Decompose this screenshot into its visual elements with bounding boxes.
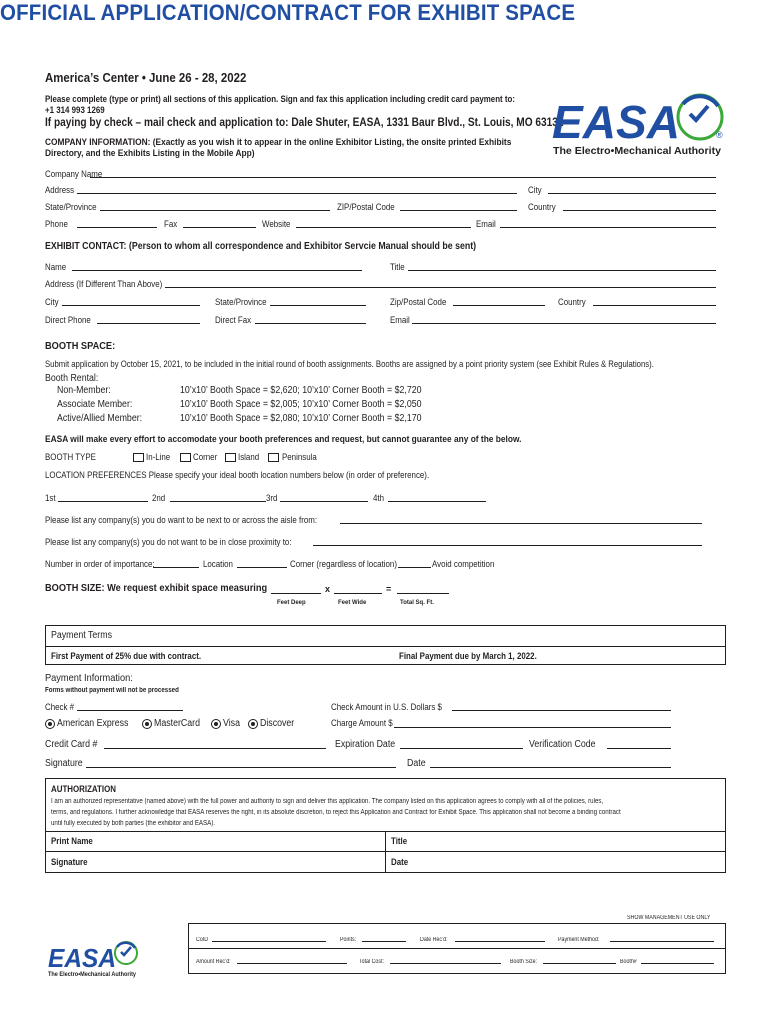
pref-2-label: 2nd — [152, 493, 166, 503]
date-field[interactable] — [430, 767, 671, 768]
next-to-label: Please list any company(s) you do want to be next to or across the aisle from: — [45, 515, 318, 525]
email-label: Email — [476, 219, 496, 229]
date-recd-label: Date Rec’d: — [420, 937, 448, 943]
phone-label: Phone — [45, 219, 68, 229]
direct-fax-field[interactable] — [255, 323, 366, 324]
contact-title-field[interactable] — [408, 270, 716, 271]
email-field[interactable] — [500, 227, 716, 228]
coid-field[interactable] — [212, 941, 326, 942]
contact-state-label: State/Province — [215, 297, 267, 307]
instructions: Please complete (type or print) all sections of this application. Sign and fax this application including credit card payment to: — [45, 94, 516, 104]
booth-number-field[interactable] — [641, 963, 714, 964]
credit-card-field[interactable] — [104, 748, 326, 749]
contact-state-field[interactable] — [270, 305, 366, 306]
check-amount-label: Check Amount in U.S. Dollars $ — [331, 702, 442, 712]
print-name-label[interactable]: Print Name — [51, 836, 93, 846]
payment-info-heading: Payment Information: — [45, 672, 133, 684]
location-label: Location — [203, 559, 233, 569]
address-field[interactable] — [77, 193, 517, 194]
not-near-field[interactable] — [313, 545, 702, 546]
booth-size-mgmt-field[interactable] — [543, 963, 616, 964]
auth-signature-label[interactable]: Signature — [51, 857, 88, 867]
svg-text:®: ® — [716, 130, 723, 140]
amex-radio[interactable] — [45, 719, 55, 729]
payment-note: Forms without payment will not be processed — [45, 687, 179, 694]
contact-name-label: Name — [45, 262, 67, 272]
booth-size-label: BOOTH SIZE: We request exhibit space measuring — [45, 582, 268, 594]
direct-fax-label: Direct Fax — [215, 315, 252, 325]
city-label: City — [528, 185, 542, 195]
auth-date-label[interactable]: Date — [391, 857, 409, 867]
check-number-field[interactable] — [77, 710, 183, 711]
peninsula-checkbox[interactable] — [268, 453, 279, 462]
contact-title-label: Title — [390, 262, 405, 272]
direct-phone-label: Direct Phone — [45, 315, 91, 325]
corner-pref-label: Corner (regardless of location) — [290, 559, 397, 569]
verification-label: Verification Code — [529, 739, 596, 750]
points-label: Points: — [340, 937, 357, 943]
rate-type: Non-Member: — [57, 385, 111, 396]
fax-field[interactable] — [183, 227, 256, 228]
rate-price: 10’x10’ Booth Space = $2,080; 10’x10’ Corner Booth = $2,170 — [180, 413, 422, 424]
contact-email-label: Email — [390, 315, 410, 325]
coid-label: CoID — [196, 937, 209, 943]
contact-zip-field[interactable] — [453, 305, 545, 306]
amount-recd-label: Amount Rec’d: — [196, 959, 231, 965]
management-heading: SHOW MANAGEMENT USE ONLY — [627, 915, 711, 921]
importance-label: Number in order of importance: — [45, 559, 155, 569]
corner-label: Corner — [193, 452, 218, 462]
zip-label: ZIP/Postal Code — [337, 202, 395, 212]
company-name-field[interactable] — [90, 177, 716, 178]
rate-type: Active/Allied Member: — [57, 413, 143, 424]
direct-phone-field[interactable] — [97, 323, 200, 324]
logo-wordmark: EASA — [552, 96, 680, 148]
feet-deep-field[interactable] — [271, 593, 321, 594]
rate-price: 10’x10’ Booth Space = $2,005; 10’x10’ Corner Booth = $2,050 — [180, 399, 422, 410]
website-label: Website — [262, 219, 291, 229]
contact-address-field[interactable] — [165, 287, 716, 288]
mastercard-label: MasterCard — [154, 718, 200, 729]
booth-space-heading: BOOTH SPACE: — [45, 340, 116, 352]
peninsula-label: Peninsula — [282, 452, 317, 462]
signature-label: Signature — [45, 758, 83, 769]
payment-terms-heading: Payment Terms — [51, 630, 112, 641]
easa-logo — [550, 92, 730, 162]
signature-field[interactable] — [86, 767, 396, 768]
company-info-heading-2: Directory, and the Exhibits Listing in the Mobile App) — [45, 148, 255, 159]
date-label: Date — [407, 758, 426, 769]
not-near-label: Please list any company(s) you do not want to be in close proximity to: — [45, 537, 292, 547]
discover-label: Discover — [260, 718, 295, 729]
booth-effort-note: EASA will make every effort to accomodate your booth preferences and request, but cannot guarantee any of the below. — [45, 434, 522, 445]
expiration-label: Expiration Date — [335, 739, 396, 750]
country-field[interactable] — [563, 210, 716, 211]
contact-email-field[interactable] — [412, 323, 716, 324]
check-amount-field[interactable] — [452, 710, 671, 711]
points-field[interactable] — [362, 941, 406, 942]
authorization-text: terms, and regulations. I further acknowledge that EASA reserves the right, in its absolute discretion, to reject this Application and Contract for Exhibit Space. This application shall not become a binding contract — [51, 809, 621, 816]
address-label: Address — [45, 185, 75, 195]
zip-field[interactable] — [400, 210, 517, 211]
location-rank-field[interactable] — [153, 567, 199, 568]
booth-type-label: BOOTH TYPE — [45, 452, 96, 462]
country-label: Country — [528, 202, 556, 212]
pref-4-field[interactable] — [388, 501, 486, 502]
amount-recd-field[interactable] — [237, 963, 347, 964]
contact-city-label: City — [45, 297, 59, 307]
final-payment-text: Final Payment due by March 1, 2022. — [399, 651, 537, 661]
payment-method-field[interactable] — [610, 941, 714, 942]
pref-3-label: 3rd — [266, 493, 278, 503]
phone-field[interactable] — [77, 227, 157, 228]
total-cost-field[interactable] — [390, 963, 501, 964]
rate-price: 10’x10’ Booth Space = $2,620; 10’x10’ Corner Booth = $2,720 — [180, 385, 422, 396]
amex-label: American Express — [57, 718, 129, 729]
total-sqft-caption: Total Sq. Ft. — [400, 600, 434, 606]
contact-name-field[interactable] — [72, 270, 362, 271]
location-preferences-label: LOCATION PREFERENCES Please specify your ideal booth location numbers below (in order of preference). — [45, 470, 430, 480]
pref-1-field[interactable] — [58, 501, 148, 502]
authorization-heading: AUTHORIZATION — [51, 784, 116, 794]
total-cost-label: Total Cost: — [359, 959, 384, 965]
expiration-field[interactable] — [400, 748, 523, 749]
svg-text:EASA: EASA — [48, 943, 116, 973]
booth-size-mgmt-label: Booth Size: — [510, 959, 538, 965]
auth-title-label[interactable]: Title — [391, 836, 408, 846]
mail-instructions: If paying by check – mail check and application to: Dale Shuter, EASA, 1331 Baur Blvd., St. Louis, MO 63132 — [45, 117, 564, 129]
company-name-label: Company Name — [45, 169, 103, 179]
island-checkbox[interactable] — [225, 453, 236, 462]
first-payment-text: First Payment of 25% due with contract. — [51, 651, 202, 661]
booth-number-label: Booth# — [620, 959, 637, 965]
booth-submit-text: Submit application by October 15, 2021, to be included in the initial round of booth assignments. Booths are assigned by a point priority system (see Exhibit Rules & Regulations). — [45, 359, 654, 369]
city-field[interactable] — [548, 193, 716, 194]
booth-rental-label: Booth Rental: — [45, 373, 99, 384]
inline-label: In-Line — [146, 452, 171, 462]
authorization-text: until fully executed by both parties (the exhibitor and EASA). — [51, 820, 216, 827]
contact-address-label: Address (If Different Than Above) — [45, 279, 163, 289]
state-field[interactable] — [100, 210, 330, 211]
pref-4-label: 4th — [373, 493, 385, 503]
visa-radio[interactable] — [211, 719, 221, 729]
feet-wide-caption: Feet Wide — [338, 600, 367, 606]
logo-tagline: The Electro•Mechanical Authority — [553, 145, 722, 157]
charge-amount-label: Charge Amount $ — [331, 718, 393, 728]
feet-deep-caption: Feet Deep — [277, 600, 306, 606]
rate-type: Associate Member: — [57, 399, 133, 410]
total-sqft-field[interactable] — [397, 593, 449, 594]
mastercard-radio[interactable] — [142, 719, 152, 729]
contact-city-field[interactable] — [62, 305, 200, 306]
discover-radio[interactable] — [248, 719, 258, 729]
pref-2-field[interactable] — [170, 501, 266, 502]
date-recd-field[interactable] — [455, 941, 545, 942]
verification-field[interactable] — [607, 748, 671, 749]
inline-checkbox[interactable] — [133, 453, 144, 462]
corner-checkbox[interactable] — [180, 453, 191, 462]
contact-zip-label: Zip/Postal Code — [390, 297, 447, 307]
fax-number: +1 314 993 1269 — [45, 105, 105, 115]
contact-country-field[interactable] — [593, 305, 716, 306]
website-field[interactable] — [296, 227, 471, 228]
avoid-label: Avoid competition — [432, 559, 495, 569]
next-to-field[interactable] — [340, 523, 702, 524]
svg-text:The Electro•Mechanical Authori: The Electro•Mechanical Authority — [48, 972, 137, 978]
island-label: Island — [238, 452, 260, 462]
check-number-label: Check # — [45, 702, 75, 712]
visa-label: Visa — [223, 718, 240, 729]
authorization-text: I am an authorized representative (named above) with the full power and authority to sign and deliver this application. The company listed on this application agrees to comply with all of the policies, rules, — [51, 798, 604, 805]
credit-card-label: Credit Card # — [45, 739, 98, 750]
easa-logo-small — [46, 940, 141, 980]
fax-label: Fax — [164, 219, 178, 229]
charge-amount-field[interactable] — [394, 727, 671, 728]
pref-1-label: 1st — [45, 493, 56, 503]
corner-rank-field[interactable] — [237, 567, 287, 568]
pref-3-field[interactable] — [280, 501, 368, 502]
event-info: America’s Center • June 26 - 28, 2022 — [45, 70, 247, 85]
payment-method-label: Payment Method: — [558, 937, 600, 943]
contact-country-label: Country — [558, 297, 586, 307]
state-label: State/Province — [45, 202, 97, 212]
exhibit-contact-heading: EXHIBIT CONTACT: (Person to whom all correspondence and Exhibitor Servcie Manual should be sent) — [45, 241, 477, 252]
company-info-heading: COMPANY INFORMATION: (Exactly as you wish it to appear in the online Exhibitor Listing, the onsite printed Exhibits — [45, 137, 512, 148]
page-title: OFFICIAL APPLICATION/CONTRACT FOR EXHIBIT SPACE — [0, 0, 576, 25]
feet-wide-field[interactable] — [334, 593, 382, 594]
avoid-rank-field[interactable] — [398, 567, 431, 568]
